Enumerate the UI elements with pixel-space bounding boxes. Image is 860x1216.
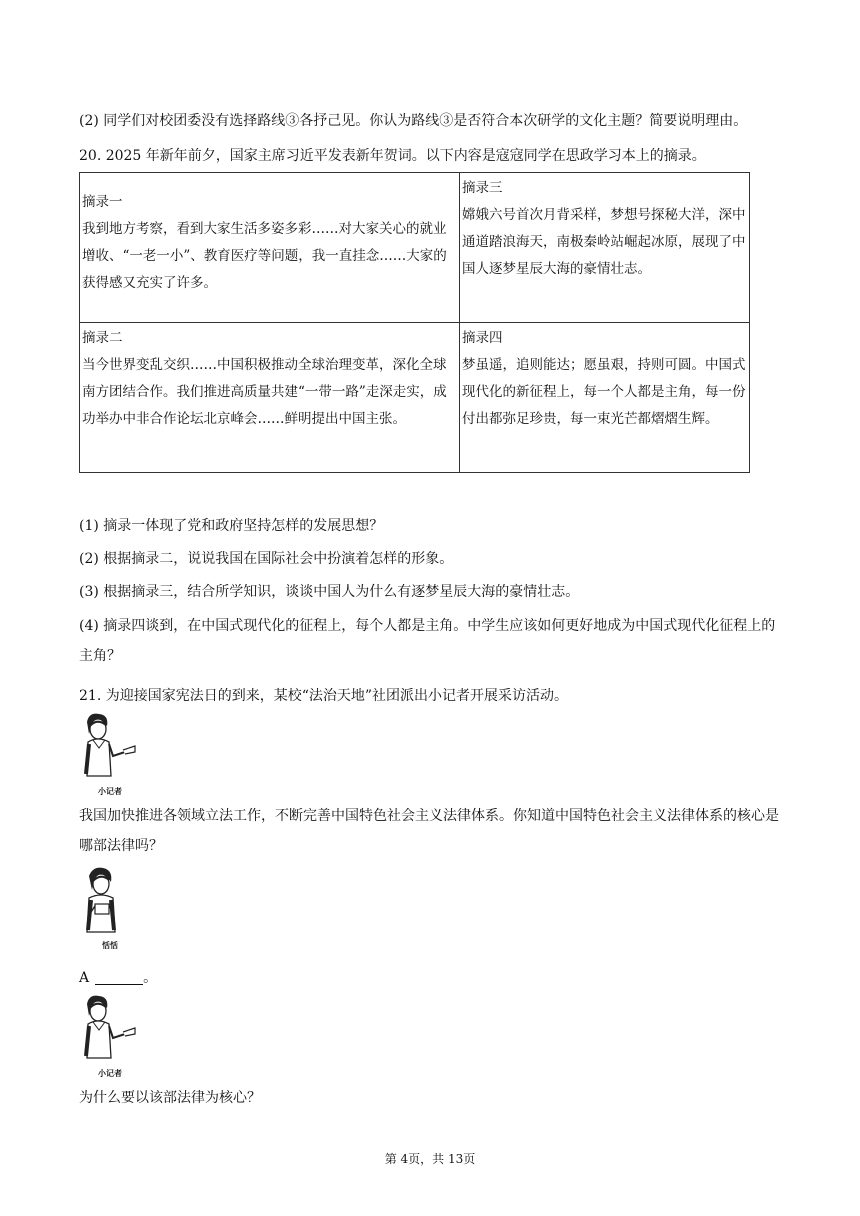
question-20-stem: 20. 2025 年新年前夕，国家主席习近平发表新年贺词。以下内容是寇寇同学在思政学习本上的摘录。 bbox=[79, 148, 706, 164]
student-illustration-icon bbox=[79, 866, 141, 940]
answer-blank[interactable] bbox=[95, 970, 143, 985]
reporter-caption-2: 小记者 bbox=[98, 1068, 122, 1078]
question-20-part-1: (1) 摘录一体现了党和政府坚持怎样的发展思想？ bbox=[79, 518, 384, 534]
excerpt-4-text: 梦虽遥，追则能达；愿虽艰，持则可圆。中国式现代化的新征程上，每一个人都是主角，每一份付出都弥足珍贵，每一束光芒都熠熠生辉。 bbox=[462, 357, 746, 427]
question-20-part-2: (2) 根据摘录二，说说我国在国际社会中扮演着怎样的形象。 bbox=[79, 551, 454, 567]
excerpt-1-title: 摘录一 bbox=[82, 194, 123, 210]
question-20-part-3: (3) 根据摘录三，结合所学知识，谈谈中国人为什么有逐梦星辰大海的豪情壮志。 bbox=[79, 584, 580, 600]
answer-line bbox=[79, 968, 157, 988]
reporter-caption-1: 小记者 bbox=[98, 786, 122, 796]
reporter-figure-2 bbox=[79, 994, 141, 1078]
excerpt-table bbox=[79, 172, 750, 473]
reporter-figure-1 bbox=[79, 712, 141, 796]
reporter-illustration-icon bbox=[79, 994, 141, 1068]
excerpt-3-title: 摘录三 bbox=[462, 180, 503, 196]
excerpt-2-title: 摘录二 bbox=[82, 330, 123, 346]
interviewee-figure bbox=[79, 866, 141, 950]
question-19-part-2: (2) 同学们对校团委没有选择路线③各抒己见。你认为路线③是否符合本次研学的文化主题？简要说明理由。 bbox=[79, 113, 748, 129]
excerpt-cell-2 bbox=[80, 323, 460, 473]
question-20-part-4: (4) 摘录四谈到，在中国式现代化的征程上，每个人都是主角。中学生应该如何更好地成为中国式现代化征程上的主角？ bbox=[79, 618, 776, 664]
reporter-illustration-icon bbox=[79, 712, 141, 786]
excerpt-3-text: 嫦娥六号首次月背采样，梦想号探秘大洋，深中通道踏浪海天，南极秦岭站崛起冰原，展现了中国人逐梦星辰大海的豪情壮志。 bbox=[462, 207, 746, 277]
answer-label: A bbox=[79, 970, 90, 986]
excerpt-1-text: 我到地方考察，看到大家生活多姿多彩……对大家关心的就业增收、“一老一小”、教育医疗等问题，我一直挂念……大家的获得感又充实了许多。 bbox=[82, 221, 447, 291]
question-21-stem: 21. 为迎接国家宪法日的到来，某校“法治天地”社团派出小记者开展采访活动。 bbox=[79, 688, 569, 704]
page-footer: 第 4页，共 13页 bbox=[384, 1152, 476, 1166]
excerpt-cell-1 bbox=[80, 173, 460, 323]
answer-period: 。 bbox=[143, 970, 158, 986]
excerpt-2-text: 当今世界变乱交织……中国积极推动全球治理变革，深化全球南方团结合作。我们推进高质量共建“一带一路”走深走实，成功举办中非合作论坛北京峰会……鲜明提出中国主张。 bbox=[82, 357, 447, 427]
excerpt-4-title: 摘录四 bbox=[462, 330, 503, 346]
interviewee-caption: 恬恬 bbox=[102, 940, 118, 950]
excerpt-cell-4 bbox=[460, 323, 750, 473]
reporter-question-1: 我国加快推进各领域立法工作，不断完善中国特色社会主义法律体系。你知道中国特色社会主义法律体系的核心是哪部法律吗？ bbox=[79, 808, 779, 854]
excerpt-cell-3 bbox=[460, 173, 750, 323]
reporter-question-2: 为什么要以该部法律为核心？ bbox=[79, 1090, 261, 1106]
